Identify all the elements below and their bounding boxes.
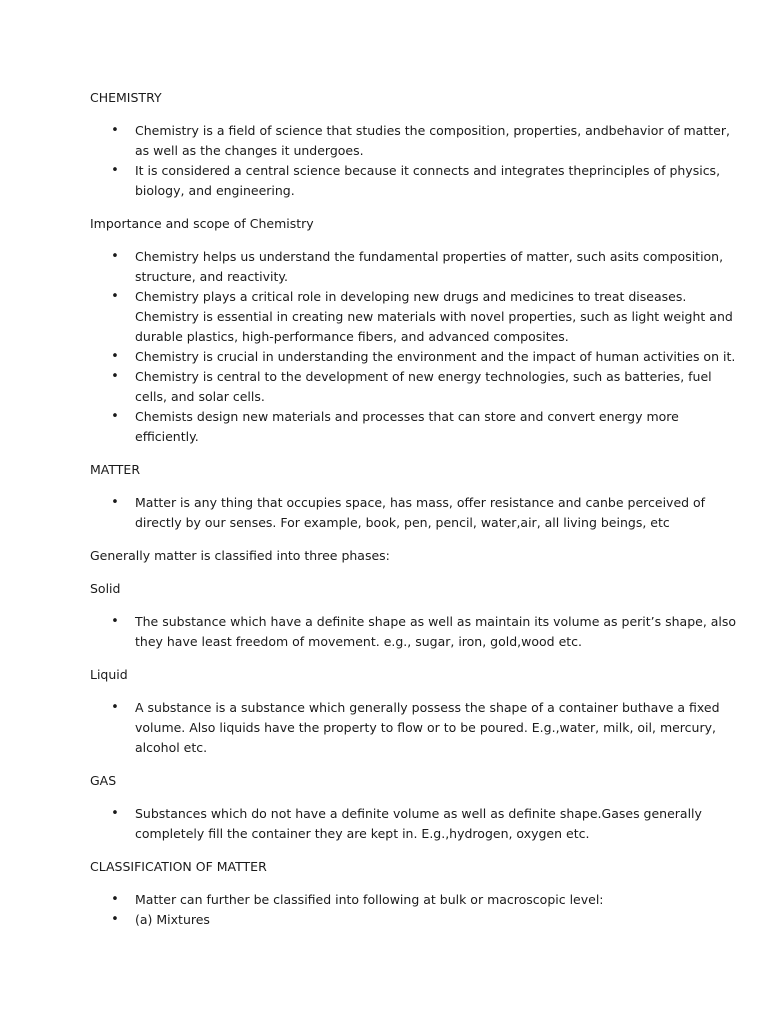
bullet-item [90, 247, 724, 287]
bullet-item [90, 161, 721, 201]
bullet-item [90, 347, 736, 367]
bullet-text-line: structure, and reactivity. [135, 269, 288, 284]
bullet-text-line: as well as the changes it undergoes. [135, 143, 364, 158]
section-heading: Liquid [90, 667, 128, 682]
bullet-item [90, 910, 680, 930]
bullet-list [90, 698, 720, 758]
bullet-dot-icon: • [111, 289, 119, 304]
bullet-list [90, 612, 737, 652]
section-heading: CHEMISTRY [90, 90, 162, 105]
bullet-dot-icon: • [111, 700, 119, 715]
bullet-text-line: durable plastics, high-performance fibers, and advanced composites. [135, 329, 569, 344]
bullet-text-line: cells, and solar cells. [135, 389, 265, 404]
bullet-list [90, 121, 730, 201]
bullet-text-line: The substance which have a definite shape as well as maintain its volume as perit’s shape, also [135, 614, 737, 629]
bullet-dot-icon: • [111, 912, 119, 927]
bullet-text-line: Chemistry plays a critical role in developing new drugs and medicines to treat diseases. [135, 289, 687, 304]
bullet-text-line: directly by our senses. For example, book, pen, pencil, water,air, all living beings, etc [135, 515, 670, 530]
bullet-text-line: It is considered a central science because it connects and integrates theprinciples of physics, [135, 163, 721, 178]
bullet-item [90, 367, 712, 407]
bullet-text-line: Substances which do not have a definite volume as well as definite shape.Gases generally [135, 806, 702, 821]
bullet-dot-icon: • [111, 123, 119, 138]
bullet-text-line: Chemists design new materials and processes that can store and convert energy more [135, 409, 679, 424]
bullet-text-line: efficiently. [135, 429, 199, 444]
bullet-list [90, 804, 702, 844]
bullet-list [90, 247, 736, 447]
bullet-dot-icon: • [111, 614, 119, 629]
bullet-text-line: alcohol etc. [135, 740, 208, 755]
section-heading: CLASSIFICATION OF MATTER [90, 859, 267, 874]
bullet-text-line: volume. Also liquids have the property to flow or to be poured. E.g.,water, milk, oil, mercury, [135, 720, 716, 735]
bullet-dot-icon: • [111, 163, 119, 178]
bullet-text-line: Matter can further be classified into following at bulk or macroscopic level: [135, 892, 604, 907]
bullet-text-line: biology, and engineering. [135, 183, 295, 198]
bullet-text-line: Matter is any thing that occupies space, has mass, offer resistance and canbe perceived of [135, 495, 706, 510]
section-heading: Importance and scope of Chemistry [90, 216, 314, 231]
bullet-item [90, 287, 733, 347]
bullet-list [90, 493, 706, 533]
bullet-item [90, 121, 730, 161]
bullet-item [90, 804, 702, 844]
bullet-dot-icon: • [111, 249, 119, 264]
bullet-text-line: A substance is a substance which generally possess the shape of a container buthave a fixed [135, 700, 720, 715]
bullet-dot-icon: • [111, 409, 119, 424]
bullet-dot-icon: • [111, 349, 119, 364]
bullet-item [90, 407, 680, 447]
section-heading: Solid [90, 581, 121, 596]
bullet-text-line: completely fill the container they are kept in. E.g.,hydrogen, oxygen etc. [135, 826, 590, 841]
bullet-item [90, 698, 720, 758]
bullet-text-line: they have least freedom of movement. e.g., sugar, iron, gold,wood etc. [135, 634, 583, 649]
bullet-text-line: Chemistry is crucial in understanding the environment and the impact of human activities on it. [135, 349, 736, 364]
bullet-item [90, 612, 737, 652]
bullet-dot-icon: • [111, 495, 119, 510]
bullet-item [90, 493, 706, 533]
bullet-item [90, 890, 680, 910]
bullet-text-line: Chemistry helps us understand the fundamental properties of matter, such asits composition, [135, 249, 724, 264]
section-heading: Generally matter is classified into three phases: [90, 548, 390, 563]
section-heading: MATTER [90, 462, 140, 477]
bullet-dot-icon: • [111, 892, 119, 907]
bullet-list [90, 890, 680, 930]
bullet-text-line: (a) Mixtures [135, 912, 210, 927]
section-heading: GAS [90, 773, 117, 788]
bullet-dot-icon: • [111, 806, 119, 821]
document-page [90, 88, 737, 943]
bullet-dot-icon: • [111, 369, 119, 384]
bullet-text-line: Chemistry is central to the development of new energy technologies, such as batteries, fuel [135, 369, 712, 384]
bullet-text-line: Chemistry is essential in creating new materials with novel properties, such as light weight and [135, 309, 733, 324]
bullet-text-line: Chemistry is a field of science that studies the composition, properties, andbehavior of matter, [135, 123, 730, 138]
